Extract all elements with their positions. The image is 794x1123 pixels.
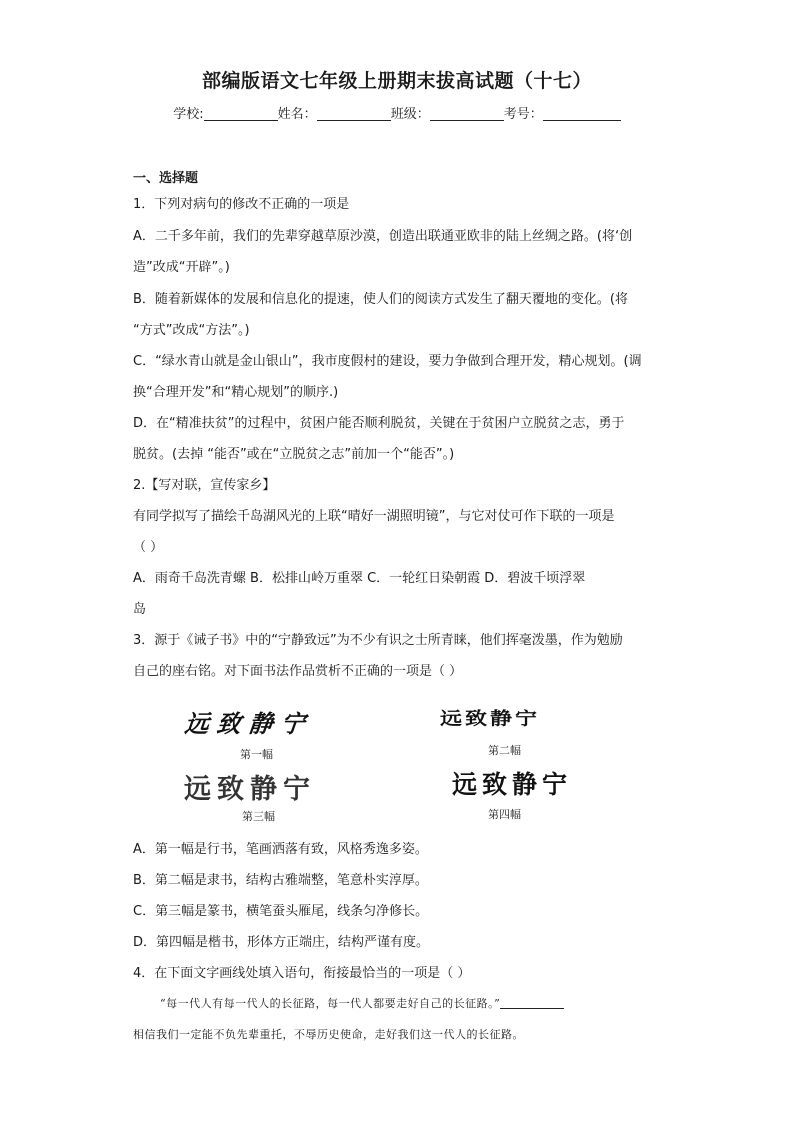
calligraphy-caption-2: 第二幅 [488, 744, 521, 757]
q1-option-a: A．二千多年前，我们的先辈穿越草原沙漠，创造出联通亚欧非的陆上丝绸之路。(将‘创 [133, 229, 633, 244]
q1-option-c-cont: 换“合理开发”和“精心规划”的顺序.) [133, 385, 339, 400]
calligraphy-text-2: 远致静宁 [440, 708, 541, 730]
q3-option-c: C．第三幅是篆书，横笔蚕头雁尾，线条匀净修长。 [133, 904, 429, 919]
q4-passage-line2: 相信我们一定能不负先辈重托，不辱历史使命，走好我们这一代人的长征路。 [133, 1028, 524, 1041]
calligraphy-work-3 [184, 767, 316, 806]
calligraphy-text-4: 远致静宁 [452, 770, 573, 799]
section-heading: 一、选择题 [133, 171, 199, 186]
q1-stem: 1．下列对病句的修改不正确的一项是 [133, 197, 350, 212]
exam-no-label: 考号： [503, 107, 543, 122]
q3-option-b: B．第二幅是隶书，结构古雅端整，笔意朴实淳厚。 [133, 873, 428, 888]
school-label: 学校: [173, 107, 204, 122]
q4-passage-line1 [160, 995, 564, 1011]
q2-stem: 2.【写对联，宣传家乡】 [133, 478, 276, 493]
q1-option-d: D．在“精准扶贫”的过程中，贫困户能否顺利脱贫，关键在于贫困户立脱贫之志，勇于 [133, 416, 625, 431]
q2-prompt: 有同学拟写了描绘千岛湖风光的上联“晴好一湖照明镜”，与它对仗可作下联的一项是 [133, 509, 615, 524]
class-field[interactable] [430, 106, 504, 121]
calligraphy-work-4 [452, 765, 572, 801]
q1-option-c: C．“绿水青山就是金山银山”，我市度假村的建设，要力争做到合理开发，精心规划。(调 [133, 354, 642, 369]
student-info-line [0, 103, 794, 122]
q1-option-b: B．随着新媒体的发展和信息化的提速，使人们的阅读方式发生了翻天覆地的变化。(将 [133, 292, 628, 307]
exam-no-field[interactable] [543, 106, 621, 121]
calligraphy-caption-1: 第一幅 [240, 748, 273, 761]
name-field[interactable] [317, 106, 391, 121]
calligraphy-work-2 [440, 702, 540, 733]
q3-stem-cont: 自己的座右铭。对下面书法作品赏析不正确的一项是（ ） [133, 664, 463, 679]
q3-stem: 3．源于《诫子书》中的“宁静致远”为不少有识之士所青睐，他们挥毫泼墨，作为勉励 [133, 633, 623, 648]
calligraphy-text-3: 远致静宁 [184, 774, 316, 805]
page-title: 部编版语文七年级上册期末拔高试题（十七） [201, 70, 592, 92]
q1-option-a-cont: 造”改成“开辟”。) [133, 260, 230, 275]
q4-stem: 4．在下面文字画线处填入语句，衔接最恰当的一项是（ ） [133, 966, 471, 981]
calligraphy-caption-3: 第三幅 [242, 810, 275, 823]
q1-option-b-cont: “方式”改成“方法”。) [133, 323, 250, 338]
q3-option-d: D．第四幅是楷书，形体方正端庄，结构严谨有度。 [133, 935, 430, 950]
q2-answer-bracket: （ ） [133, 540, 164, 555]
school-field[interactable] [204, 106, 278, 121]
calligraphy-work-1 [185, 704, 313, 739]
q4-quote: “每一代人有每一代人的长征路，每一代人都要走好自己的长征路。” [160, 997, 501, 1010]
q1-option-d-cont: 脱贫。(去掉 “能否”或在“立脱贫之志”前加一个“能否”。) [133, 447, 455, 462]
class-label: 班级： [390, 107, 430, 122]
name-label: 姓名： [277, 107, 317, 122]
q3-option-a: A．第一幅是行书，笔画洒落有致，风格秀逸多姿。 [133, 842, 428, 857]
calligraphy-caption-4: 第四幅 [488, 808, 521, 821]
q2-options-cont: 岛 [133, 602, 147, 617]
q4-blank[interactable] [500, 996, 564, 1009]
q2-options: A．雨奇千岛洗青螺 B．松排山岭万重翠 C．一轮红日染朝霞 D．碧波千顷浮翠 [133, 571, 586, 586]
calligraphy-text-1: 远致静宁 [183, 709, 315, 738]
